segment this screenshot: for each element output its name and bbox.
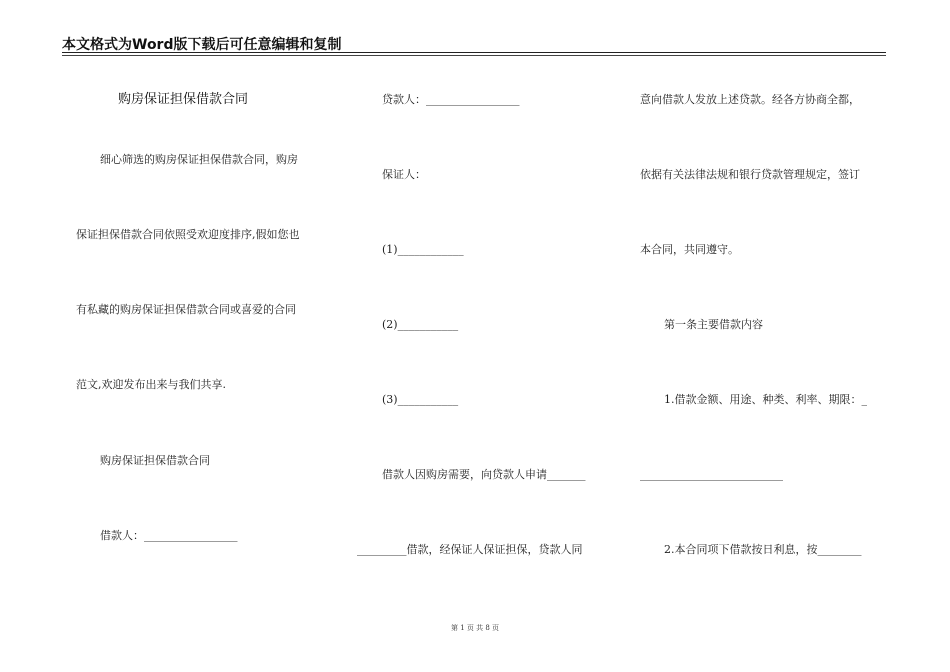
- paragraph-line: 借款人因购房需要，向贷款人申请_______: [382, 468, 586, 481]
- borrower-line: 借款人：_________________: [100, 529, 238, 542]
- page-number: 第 1 页 共 8 页: [450, 624, 500, 632]
- clause-line: 1.借款金额、用途、种类、利率、期限：_: [664, 393, 867, 406]
- guarantor-item-2: (2)___________: [382, 318, 459, 331]
- subtitle-line: 购房保证担保借款合同: [100, 454, 210, 467]
- paragraph-line: 意向借款人发放上述贷款。经各方协商全都，: [640, 93, 860, 106]
- header-rule-thick: [62, 52, 886, 53]
- contract-title: 购房保证担保借款合同: [118, 92, 249, 107]
- guarantor-line: 保证人：: [382, 168, 426, 181]
- blank-line: __________________________: [640, 468, 783, 481]
- paragraph-line: 范文,欢迎发布出来与我们共享.: [76, 378, 226, 391]
- paragraph-line: _________借款，经保证人保证担保，贷款人同: [357, 543, 583, 556]
- paragraph-line: 依据有关法律法规和银行贷款管理规定，签订: [640, 168, 860, 181]
- guarantor-item-1: (1)____________: [382, 243, 464, 256]
- document-header: 本文格式为Word版下载后可任意编辑和复制: [62, 37, 342, 53]
- clause-line: 2.本合同项下借款按日利息，按________: [664, 543, 862, 556]
- header-rule-thin: [62, 55, 886, 56]
- paragraph-line: 细心筛选的购房保证担保借款合同，购房: [100, 153, 298, 166]
- paragraph-line: 保证担保借款合同依照受欢迎度排序,假如您也: [76, 228, 300, 241]
- paragraph-line: 本合同，共同遵守。: [640, 243, 739, 256]
- section-heading: 第一条主要借款内容: [664, 318, 763, 331]
- guarantor-item-3: (3)___________: [382, 393, 459, 406]
- lender-line: 贷款人：_________________: [382, 93, 520, 106]
- paragraph-line: 有私藏的购房保证担保借款合同或喜爱的合同: [76, 303, 296, 316]
